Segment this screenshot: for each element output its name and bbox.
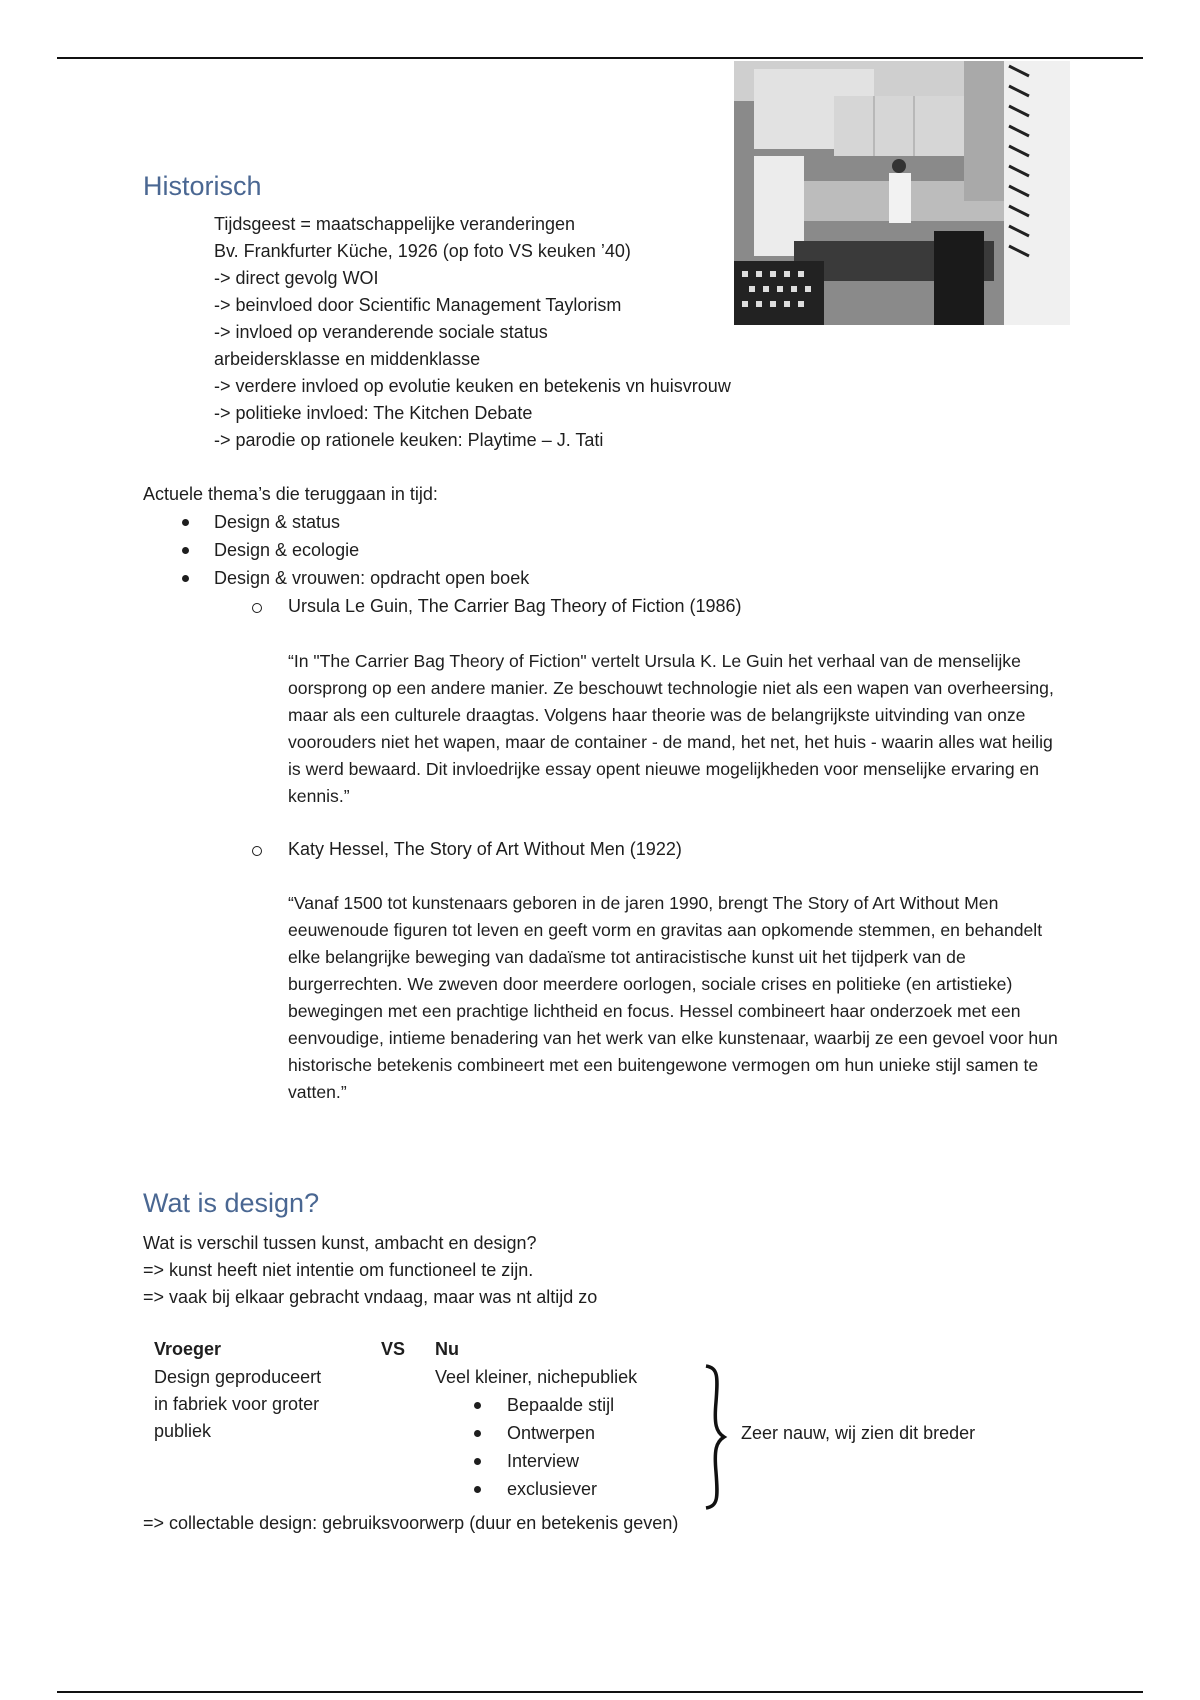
bullet-icon <box>182 575 189 582</box>
table-nu-bullet: exclusiever <box>507 1479 598 1499</box>
table-nu-bullet: Bepaalde stijl <box>507 1395 615 1415</box>
historisch-line: -> beinvloed door Scientific Management Taylorism <box>214 295 622 315</box>
design-conclusion: => collectable design: gebruiksvoorwerp (duur en betekenis geven) <box>143 1513 679 1533</box>
table-header-nu: Nu <box>435 1339 459 1359</box>
book-quote-le-guin: “In "The Carrier Bag Theory of Fiction" vertelt Ursula K. Le Guin het verhaal van de menselijke oorsprong op een andere manier. Ze beschouwt technologie niet als een wapen van overheersing, maar als een culturele draagtas. Volgens haar theorie was de belangrijkste uitvinding van onze voorouders niet het wapen, maar de container - de mand, het net, het huis - waarin alles wat heilig is werd bewaard. Dit invloedrijke essay opent nieuwe mogelijkheden voor menselijke ervaring en kennis.” <box>288 651 1054 806</box>
historisch-line: -> politieke invloed: The Kitchen Debate <box>214 403 533 423</box>
historisch-line: arbeidersklasse en middenklasse <box>214 349 481 369</box>
bullet-icon <box>182 519 189 526</box>
bullet-icon <box>474 1430 481 1437</box>
design-line: => kunst heeft niet intentie om functioneel te zijn. <box>143 1260 534 1280</box>
theme-item: Design & status <box>214 512 341 532</box>
bottom-rule <box>57 1691 1143 1693</box>
table-header-vroeger: Vroeger <box>154 1339 222 1359</box>
bullet-icon <box>474 1402 481 1409</box>
circle-bullet-icon <box>252 846 262 856</box>
section-title-wat-is-design: Wat is design? <box>143 1188 320 1218</box>
historisch-line: -> direct gevolg WOI <box>214 268 379 288</box>
historisch-line: Tijdsgeest = maatschappelijke veranderingen <box>214 214 576 234</box>
historisch-line: Bv. Frankfurter Küche, 1926 (op foto VS keuken ’40) <box>214 241 631 261</box>
themes-intro: Actuele thema’s die teruggaan in tijd: <box>143 484 438 504</box>
table-nu-bullet: Interview <box>507 1451 580 1471</box>
bullet-icon <box>474 1486 481 1493</box>
kitchen-photo-image <box>734 61 1070 325</box>
top-rule <box>57 57 1143 59</box>
circle-bullet-icon <box>252 603 262 613</box>
historisch-body <box>214 211 731 454</box>
bullet-icon <box>182 547 189 554</box>
bullet-icon <box>474 1458 481 1465</box>
table-header-vs: VS <box>381 1339 406 1359</box>
table-nu-bullet: Ontwerpen <box>507 1423 596 1443</box>
theme-item: Design & ecologie <box>214 540 360 560</box>
table-cell-line: in fabriek voor groter <box>154 1394 320 1414</box>
theme-item: Design & vrouwen: opdracht open boek <box>214 568 530 588</box>
book-title-le-guin: Ursula Le Guin, The Carrier Bag Theory of Fiction (1986) <box>288 596 742 616</box>
historisch-line: -> parodie op rationele keuken: Playtime – J. Tati <box>214 430 604 450</box>
curly-brace-icon <box>700 1362 730 1512</box>
book-quote-hessel: “Vanaf 1500 tot kunstenaars geboren in de jaren 1990, brengt The Story of Art Without Men eeuwenoude figuren tot leven en geeft vorm en gravitas aan opkomende stemmen, en behandelt elke belangrijke beweging van dadaïsme tot antiracistische kunst uit het tijdperk van de burgerrechten. We zweven door meerdere oorlogen, sociale crises en politieke (en artistieke) bewegingen met een prachtige lichtheid en focus. Hessel combineert haar onderzoek met een eenvoudige, intieme benadering van het werk van elke kunstenaar, waarbij ze een gevoel voor hun historische betekenis combineert met een buitengewone vermogen om hun unieke stijl samen te vatten.” <box>288 893 1058 1102</box>
book-title-hessel: Katy Hessel, The Story of Art Without Men (1922) <box>288 839 682 859</box>
design-body <box>143 1230 597 1311</box>
design-line: => vaak bij elkaar gebracht vndaag, maar was nt altijd zo <box>143 1287 598 1307</box>
brace-note: Zeer nauw, wij zien dit breder <box>741 1423 976 1443</box>
table-col-nu-intro: Veel kleiner, nichepubliek <box>435 1367 638 1387</box>
table-cell-line: publiek <box>154 1421 212 1441</box>
table-col-vroeger <box>154 1364 321 1445</box>
table-cell-line: Design geproduceert <box>154 1367 322 1387</box>
historisch-line: -> verdere invloed op evolutie keuken en betekenis vn huisvrouw <box>214 376 731 396</box>
kitchen-photo <box>734 61 1070 325</box>
historisch-line: -> invloed op veranderende sociale status <box>214 322 548 342</box>
design-line: Wat is verschil tussen kunst, ambacht en design? <box>143 1233 537 1253</box>
section-title-historisch: Historisch <box>143 171 262 201</box>
